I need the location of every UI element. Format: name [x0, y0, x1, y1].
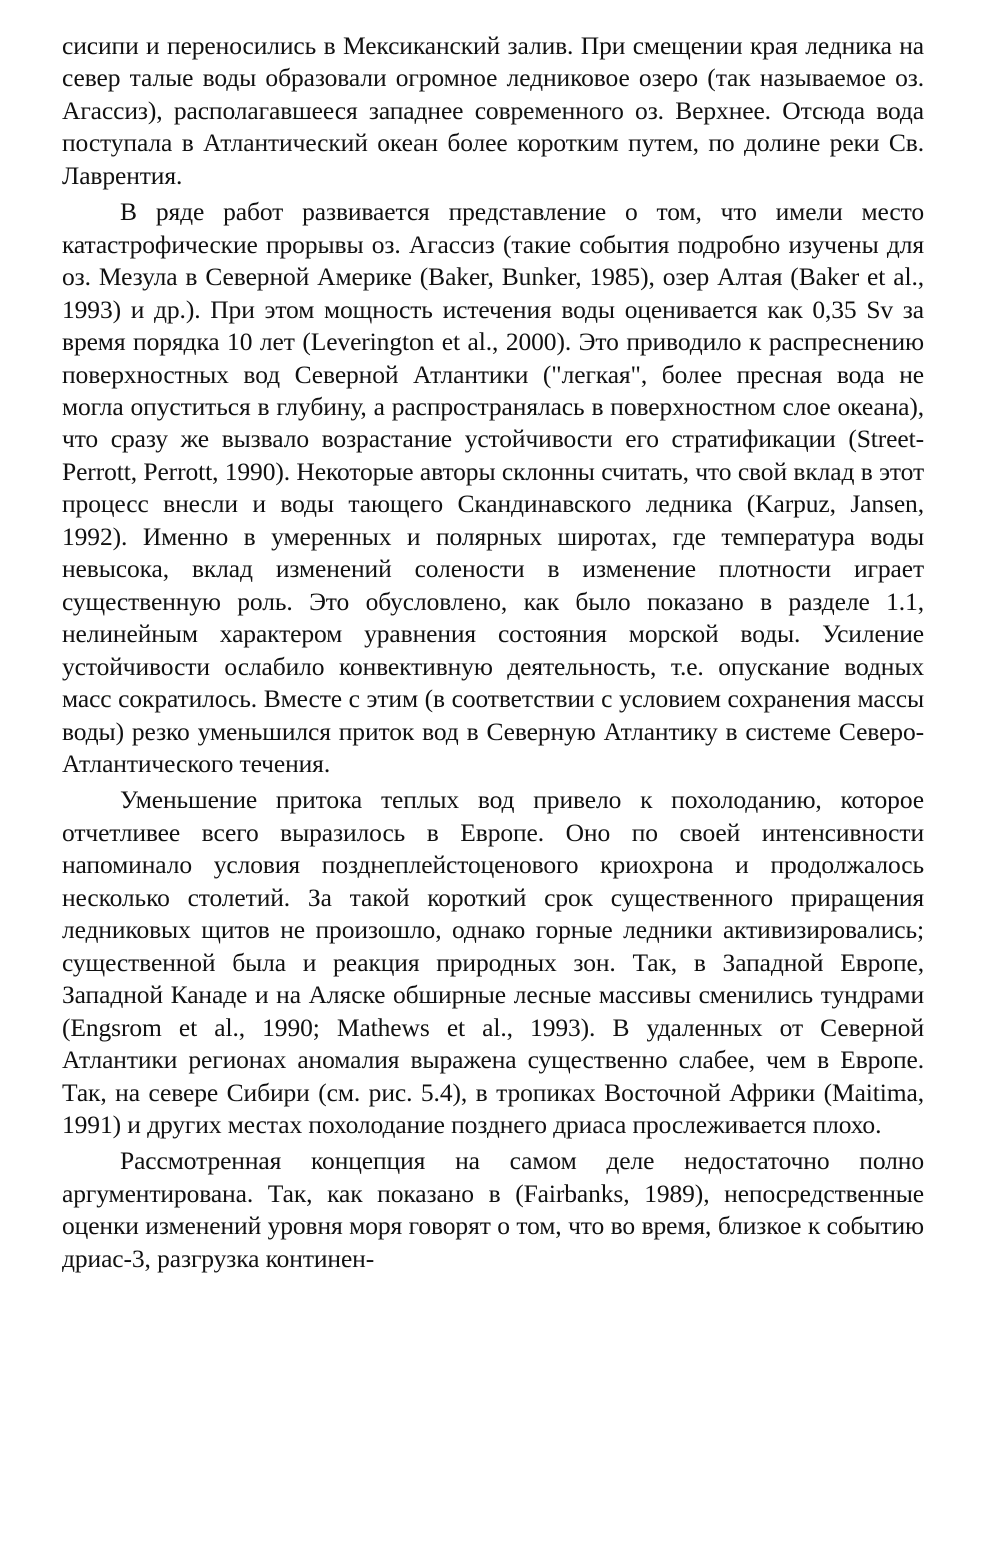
paragraph-agassiz-outbursts: В ряде работ развивается представление о том, что имели место катастрофические прорывы оз. Агассиз (такие события подробно изучены для оз. Мезула в Северной Америке (Baker, Bunker, 1985), озер Алтая (Baker et al., 1993) и др.). При этом мощность истечения воды оценивается как 0,35 Sv за время порядка 10 лет (Leverington et al., 2000). Это приводило к распреснению поверхностных вод Северной Атлантики ("легкая", более пресная вода не могла опуститься в глубину, а распространялась в поверхностном слое океана), что сразу же вызвало возрастание устойчивости его стратификации (Street-Perrott, Perrott, 1990). Некоторые авторы склонны считать, что свой вклад в этот процесс внесли и воды тающего Скандинавского ледника (Karpuz, Jansen, 1992). Именно в умеренных и полярных широтах, где температура воды невысока, вклад изменений солености в изменение плотности играет существенную роль. Это обусловлено, как было показано в разделе 1.1, нелинейным характером уравнения состояния морской воды. Усиление устойчивости ослабило конвективную деятельность, т.е. опускание водных масс сократилось. Вместе с этим (в соответствии с условием сохранения массы воды) резко уменьшился приток вод в Северную Атлантику в системе Северо-Атлантического течения. [62, 197, 924, 778]
paragraph-concept-critique: Рассмотренная концепция на самом деле недостаточно полно аргументирована. Так, как показано в (Fairbanks, 1989), непосредственные оценки изменений уровня моря говорят о том, что во время, близкое к событию дриас-3, разгрузка континен- [62, 1146, 924, 1273]
paragraph-cooling-europe: Уменьшение притока теплых вод привело к похолоданию, которое отчетливее всего выразилось в Европе. Оно по своей интенсивности напоминало условия позднеплейстоценового криохрона и продолжалось несколько столетий. За такой короткий срок существенного приращения ледниковых щитов не произошло, однако горные ледники активизировались; существенной была и реакция природных зон. Так, в Западной Европе, Западной Канаде и на Аляске обширные лесные массивы сменились тундрами (Engsrom et al., 1990; Mathews et al., 1993). В удаленных от Северной Атлантики регионах аномалия выражена существенно слабее, чем в Европе. Так, на севере Сибири (см. рис. 5.4), в тропиках Восточной Африки (Maitima, 1991) и других местах похолодание позднего дриаса прослеживается плохо. [62, 785, 924, 1139]
paragraph-continuation: сисипи и переносились в Мексиканский залив. При смещении края ледника на север талые воды образовали огромное ледниковое озеро (так называемое оз. Агассиз), располагавшееся западнее современного оз. Верхнее. Отсюда вода поступала в Атлантический океан более коротким путем, по долине реки Св. Лаврентия. [62, 31, 924, 190]
document-page [62, 30, 924, 1275]
